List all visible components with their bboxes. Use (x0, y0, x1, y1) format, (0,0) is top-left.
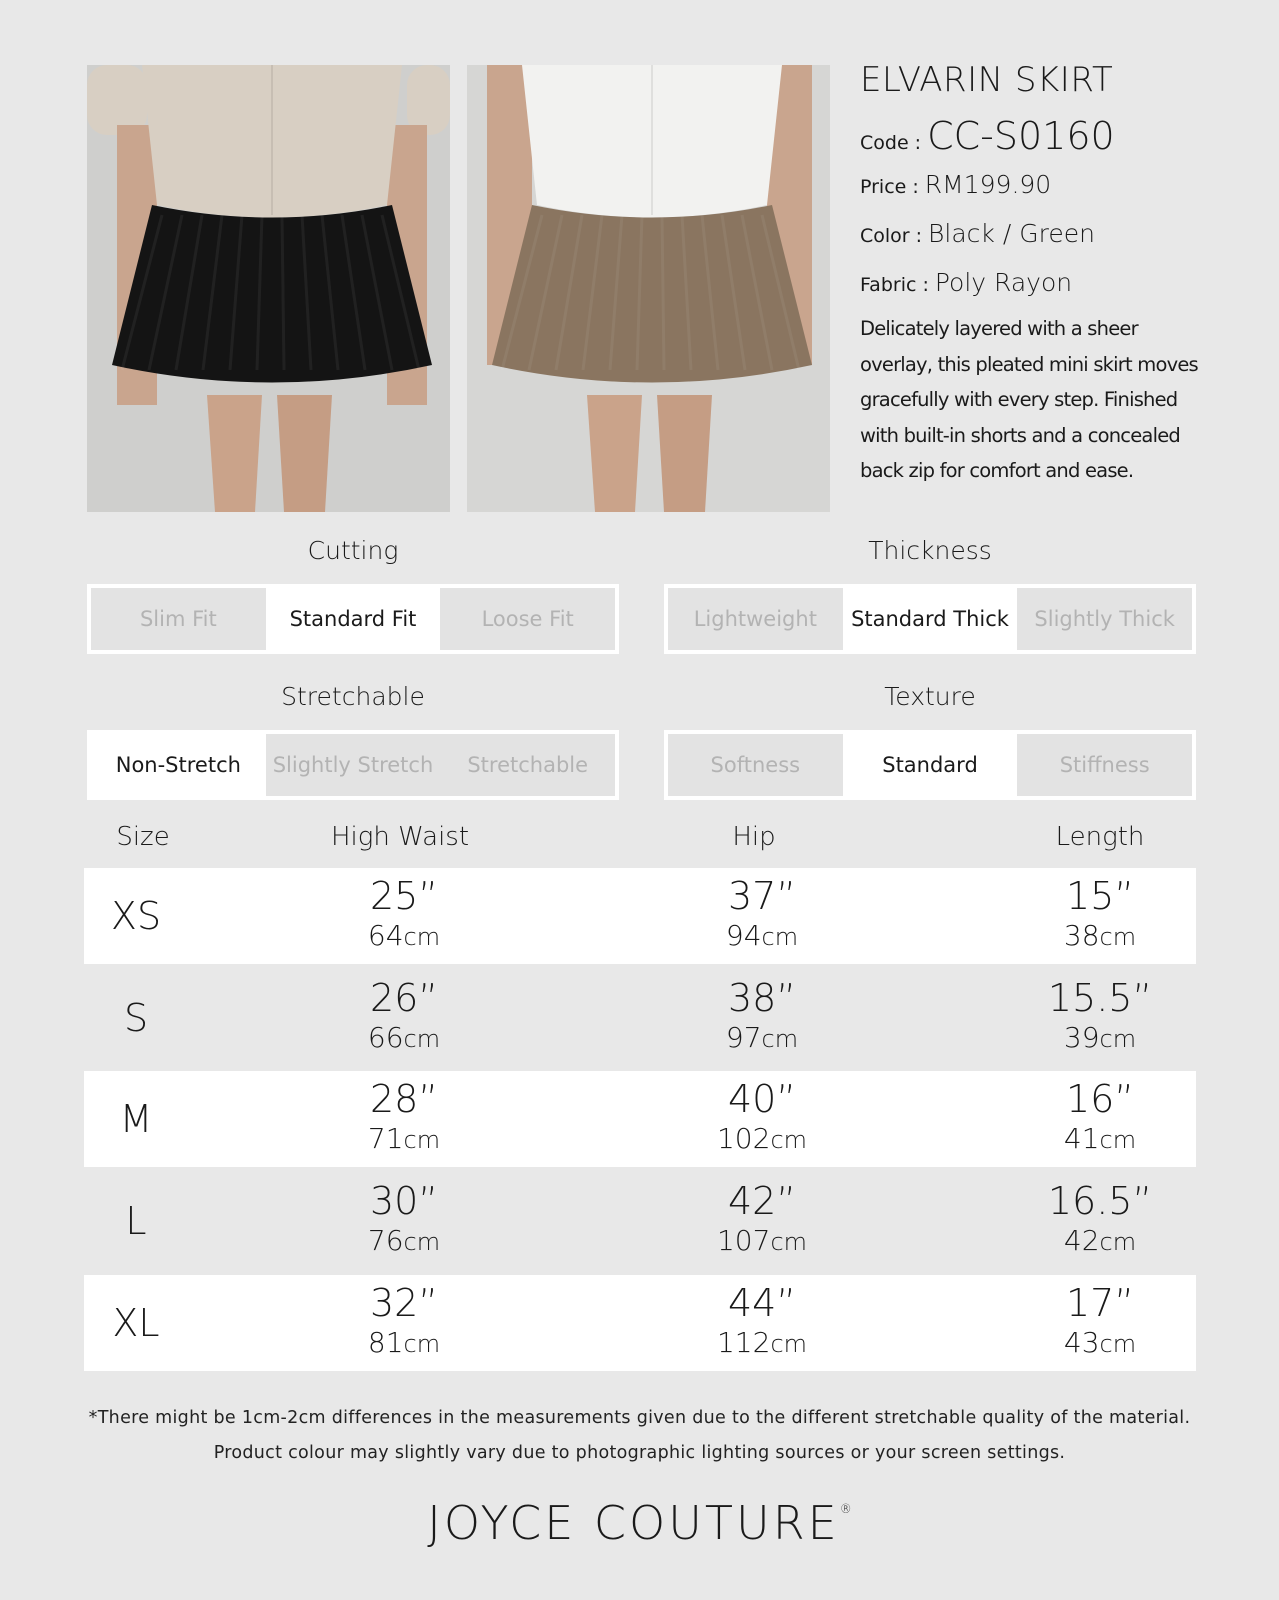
size-label: XL (112, 1301, 160, 1345)
waist-cm-value: 64 (367, 919, 404, 952)
hip-cell (717, 1281, 807, 1362)
cm-unit: cm (761, 1025, 799, 1053)
hip-cm (717, 1121, 807, 1158)
size-chart-headers (0, 822, 1279, 862)
cm-unit: cm (1099, 1330, 1137, 1358)
leg-left (587, 395, 642, 512)
price-label: Price : (860, 176, 919, 198)
length-cm (1064, 1325, 1136, 1362)
texture-title: Texture (884, 682, 976, 711)
hip-inches: 42” (727, 1179, 797, 1223)
waist-inches: 25” (369, 874, 439, 918)
product-photo-black (87, 65, 450, 512)
length-cm (1064, 1121, 1136, 1158)
waist-cell (368, 976, 440, 1057)
hip-inches: 44” (727, 1281, 797, 1325)
hip-cell (726, 874, 798, 955)
waist-inches: 30” (369, 1179, 439, 1223)
thickness-scale (664, 584, 1196, 654)
cm-unit: cm (761, 923, 799, 951)
thickness-attribute (664, 534, 1196, 654)
length-inches: 16” (1065, 1077, 1135, 1121)
size-label: XS (110, 894, 162, 938)
hip-inches: 37” (727, 874, 797, 918)
waist-inches: 32” (369, 1281, 439, 1325)
cm-unit: cm (1099, 923, 1137, 951)
texture-option: Standard (843, 734, 1018, 796)
cm-unit: cm (403, 1126, 441, 1154)
hip-cell (726, 976, 798, 1057)
leg-right (277, 395, 332, 512)
stretchable-attribute (87, 680, 619, 800)
hip-inches: 40” (727, 1077, 797, 1121)
size-row-s (84, 970, 1196, 1066)
length-cm-value: 43 (1063, 1326, 1100, 1359)
photo-black-skirt (87, 65, 450, 512)
color-label: Color : (860, 225, 923, 247)
skirt (112, 205, 432, 383)
cutting-attribute (87, 534, 619, 654)
product-title: ELVARIN SKIRT (860, 60, 1114, 100)
product-code: CC-S0160 (927, 114, 1115, 158)
waist-cm (368, 918, 440, 955)
cm-unit: cm (770, 1228, 808, 1256)
waist-cell (368, 1281, 440, 1362)
cm-unit: cm (403, 1330, 441, 1358)
waist-cell (368, 874, 440, 955)
hip-cm (726, 1020, 798, 1057)
size-row-m (84, 1071, 1196, 1167)
size-row-xl (84, 1275, 1196, 1371)
code-row (860, 114, 1205, 158)
stretchable-option: Stretchable (467, 753, 589, 777)
colour-note: Product colour may slightly vary due to photographic lighting sources or your screen settings. (213, 1443, 1066, 1463)
length-cm (1064, 918, 1136, 955)
length-cm (1048, 1020, 1152, 1057)
fabric-label: Fabric : (860, 274, 929, 296)
hip-cm-value: 107 (716, 1224, 771, 1257)
header-high-waist: High Waist (330, 822, 470, 852)
trademark-symbol: ® (839, 1501, 852, 1516)
length-inches: 17” (1065, 1281, 1135, 1325)
length-cm (1048, 1223, 1152, 1260)
leg-right (657, 395, 712, 512)
hip-cell (717, 1077, 807, 1158)
waist-cell (368, 1179, 440, 1260)
waist-cell (368, 1077, 440, 1158)
cm-unit: cm (1099, 1126, 1137, 1154)
header-hip: Hip (732, 822, 776, 852)
cm-unit: cm (1099, 1228, 1137, 1256)
texture-option: Stiffness (1059, 753, 1150, 777)
thickness-option: Lightweight (693, 607, 817, 631)
cm-unit: cm (1099, 1025, 1137, 1053)
product-color: Black / Green (928, 219, 1095, 248)
product-info (860, 60, 1205, 489)
length-cell (1048, 976, 1152, 1057)
leg-left (207, 395, 262, 512)
texture-attribute (664, 680, 1196, 800)
thickness-title: Thickness (868, 536, 992, 565)
length-cell (1064, 1077, 1136, 1158)
brand-logo (0, 1496, 1279, 1550)
hip-cm-value: 94 (725, 919, 762, 952)
cm-unit: cm (770, 1126, 808, 1154)
code-label: Code : (860, 132, 922, 154)
hip-cm-value: 102 (716, 1122, 771, 1155)
cm-unit: cm (770, 1330, 808, 1358)
hip-cell (717, 1179, 807, 1260)
hip-cm (717, 1223, 807, 1260)
color-row (860, 219, 1205, 248)
cm-unit: cm (403, 1025, 441, 1053)
hip-cm (726, 918, 798, 955)
measurement-note: *There might be 1cm-2cm differences in the measurements given due to the different stretchable quality of the material. (88, 1408, 1191, 1428)
cm-unit: cm (403, 923, 441, 951)
hip-cm (717, 1325, 807, 1362)
waist-cm-value: 81 (367, 1326, 404, 1359)
thickness-option: Standard Thick (843, 588, 1018, 650)
waist-cm-value: 76 (367, 1224, 404, 1257)
size-row-xs (84, 868, 1196, 964)
size-label: S (123, 996, 149, 1040)
texture-scale (664, 730, 1196, 800)
header-length: Length (1055, 822, 1145, 852)
waist-inches: 26” (369, 976, 439, 1020)
product-photo-brown (467, 65, 830, 512)
length-cm-value: 38 (1063, 919, 1100, 952)
skirt (492, 205, 812, 383)
brand-name: JOYCE COUTURE (427, 1496, 840, 1550)
waist-cm (368, 1121, 440, 1158)
photo-brown-skirt (467, 65, 830, 512)
cutting-title: Cutting (307, 536, 399, 565)
length-cm-value: 39 (1063, 1021, 1100, 1054)
cutting-scale (87, 584, 619, 654)
waist-cm (368, 1325, 440, 1362)
hip-cm-value: 97 (725, 1021, 762, 1054)
cutting-option: Standard Fit (266, 588, 441, 650)
header-size: Size (116, 822, 170, 852)
length-inches: 16.5” (1047, 1179, 1153, 1223)
size-row-l (84, 1173, 1196, 1269)
waist-inches: 28” (369, 1077, 439, 1121)
size-label: L (125, 1199, 147, 1243)
stretchable-title: Stretchable (281, 682, 425, 711)
waist-cm-value: 66 (367, 1021, 404, 1054)
texture-option: Softness (710, 753, 801, 777)
length-cm-value: 42 (1063, 1224, 1100, 1257)
length-inches: 15.5” (1047, 976, 1153, 1020)
cutting-option: Loose Fit (481, 607, 574, 631)
hip-inches: 38” (727, 976, 797, 1020)
price-row (860, 170, 1205, 199)
hip-cm-value: 112 (716, 1326, 771, 1359)
length-cell (1064, 874, 1136, 955)
product-fabric: Poly Rayon (934, 268, 1073, 297)
waist-cm-value: 71 (367, 1122, 404, 1155)
stretchable-option: Non-Stretch (91, 734, 266, 796)
cm-unit: cm (403, 1228, 441, 1256)
waist-cm (368, 1020, 440, 1057)
length-cell (1064, 1281, 1136, 1362)
length-cell (1048, 1179, 1152, 1260)
stretchable-option: Slightly Stretch (272, 753, 434, 777)
length-inches: 15” (1065, 874, 1135, 918)
cutting-option: Slim Fit (139, 607, 217, 631)
size-label: M (119, 1097, 153, 1141)
length-cm-value: 41 (1063, 1122, 1100, 1155)
product-description: Delicately layered with a sheer overlay, this pleated mini skirt moves gracefully with every step. Finished with built-in shorts and a concealed back zip for comfort and ease. (860, 317, 1198, 482)
stretchable-scale (87, 730, 619, 800)
waist-cm (368, 1223, 440, 1260)
product-price: RM199.90 (924, 170, 1052, 199)
thickness-option: Slightly Thick (1034, 607, 1175, 631)
fabric-row (860, 268, 1205, 297)
